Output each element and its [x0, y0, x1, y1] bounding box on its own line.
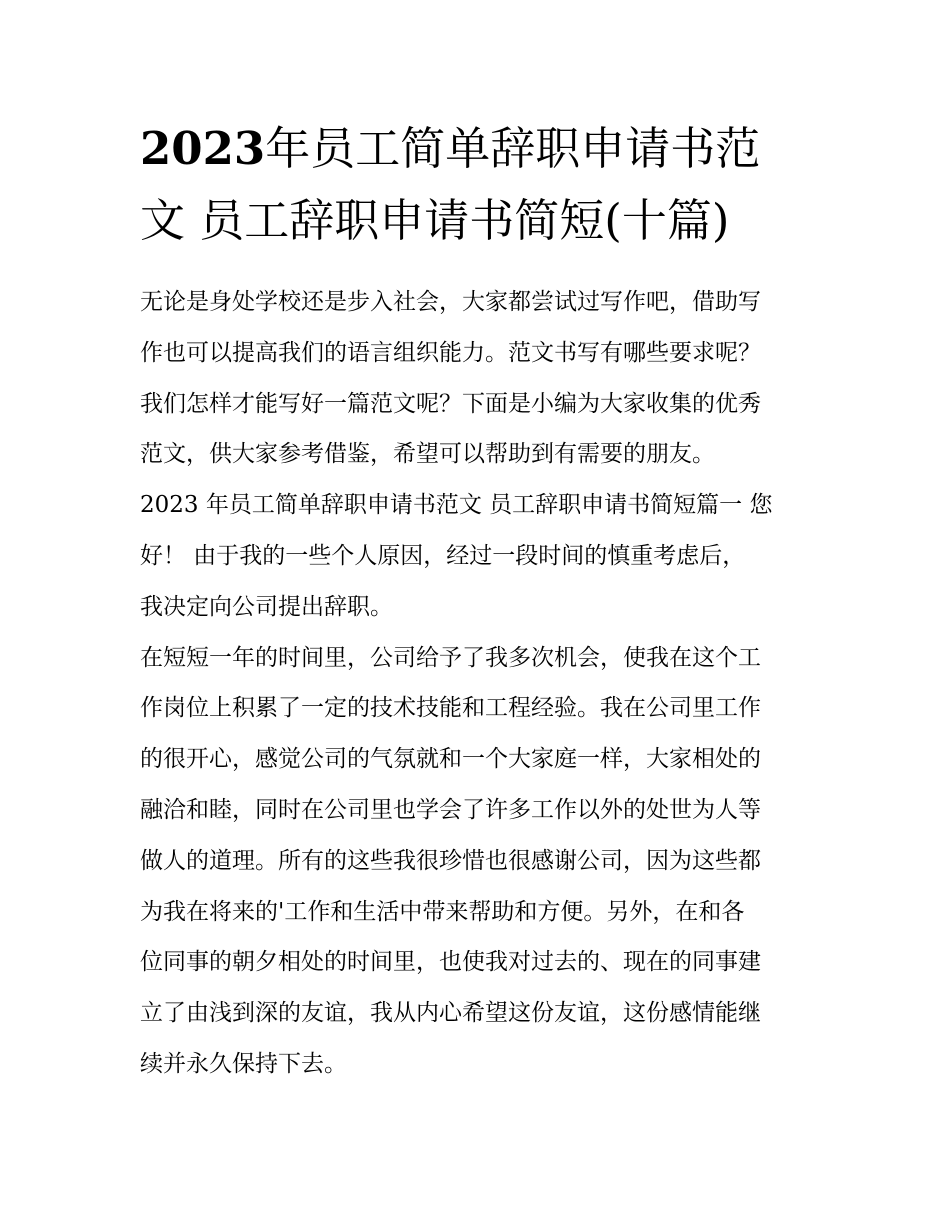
title-year: 2023 [140, 122, 266, 175]
paragraph-line: 的很开心，感觉公司的气氛就和一个大家庭一样，大家相处的 [140, 746, 761, 773]
document-title [140, 113, 820, 257]
paragraph-letter-opening [140, 480, 820, 632]
paragraph-line: 续并永久保持下去。 [140, 1050, 347, 1077]
paragraph-line: 我们怎样才能写好一篇范文呢？下面是小编为大家收集的优秀 [140, 390, 761, 417]
paragraph-intro [140, 277, 820, 480]
title-line-2: 文 员工辞职申请书简短(十篇) [140, 194, 730, 247]
document-body [140, 277, 820, 1090]
paragraph-line: 做人的道理。所有的这些我很珍惜也很感谢公司，因为这些都 [140, 847, 761, 874]
paragraph-line: 融洽和睦，同时在公司里也学会了许多工作以外的处世为人等 [140, 796, 761, 823]
paragraph-line: 2023 年员工简单辞职申请书范文 员工辞职申请书简短篇一 您 [140, 492, 773, 519]
paragraph-line: 作岗位上积累了一定的技术技能和工程经验。我在公司里工作 [140, 695, 761, 722]
title-line-1-text: 年员工简单辞职申请书范 [265, 122, 761, 175]
paragraph-line: 好！ 由于我的一些个人原因，经过一段时间的慎重考虑后， [140, 542, 746, 569]
paragraph-line: 位同事的朝夕相处的时间里，也使我对过去的、现在的同事建 [140, 949, 761, 976]
paragraph-line: 在短短一年的时间里，公司给予了我多次机会，使我在这个工 [140, 644, 761, 671]
paragraph-line: 范文，供大家参考借鉴，希望可以帮助到有需要的朋友。 [140, 441, 715, 468]
paragraph-line: 为我在将来的'工作和生活中带来帮助和方便。另外，在和各 [140, 898, 745, 925]
paragraph-line: 无论是身处学校还是步入社会，大家都尝试过写作吧，借助写 [140, 289, 761, 315]
paragraph-line: 我决定向公司提出辞职。 [140, 593, 393, 620]
title-line-1 [140, 113, 820, 185]
paragraph-line: 作也可以提高我们的语言组织能力。范文书写有哪些要求呢？ [140, 339, 761, 366]
paragraph-letter-body [140, 633, 820, 1090]
paragraph-line: 立了由浅到深的友谊，我从内心希望这份友谊，这份感情能继 [140, 1000, 761, 1027]
